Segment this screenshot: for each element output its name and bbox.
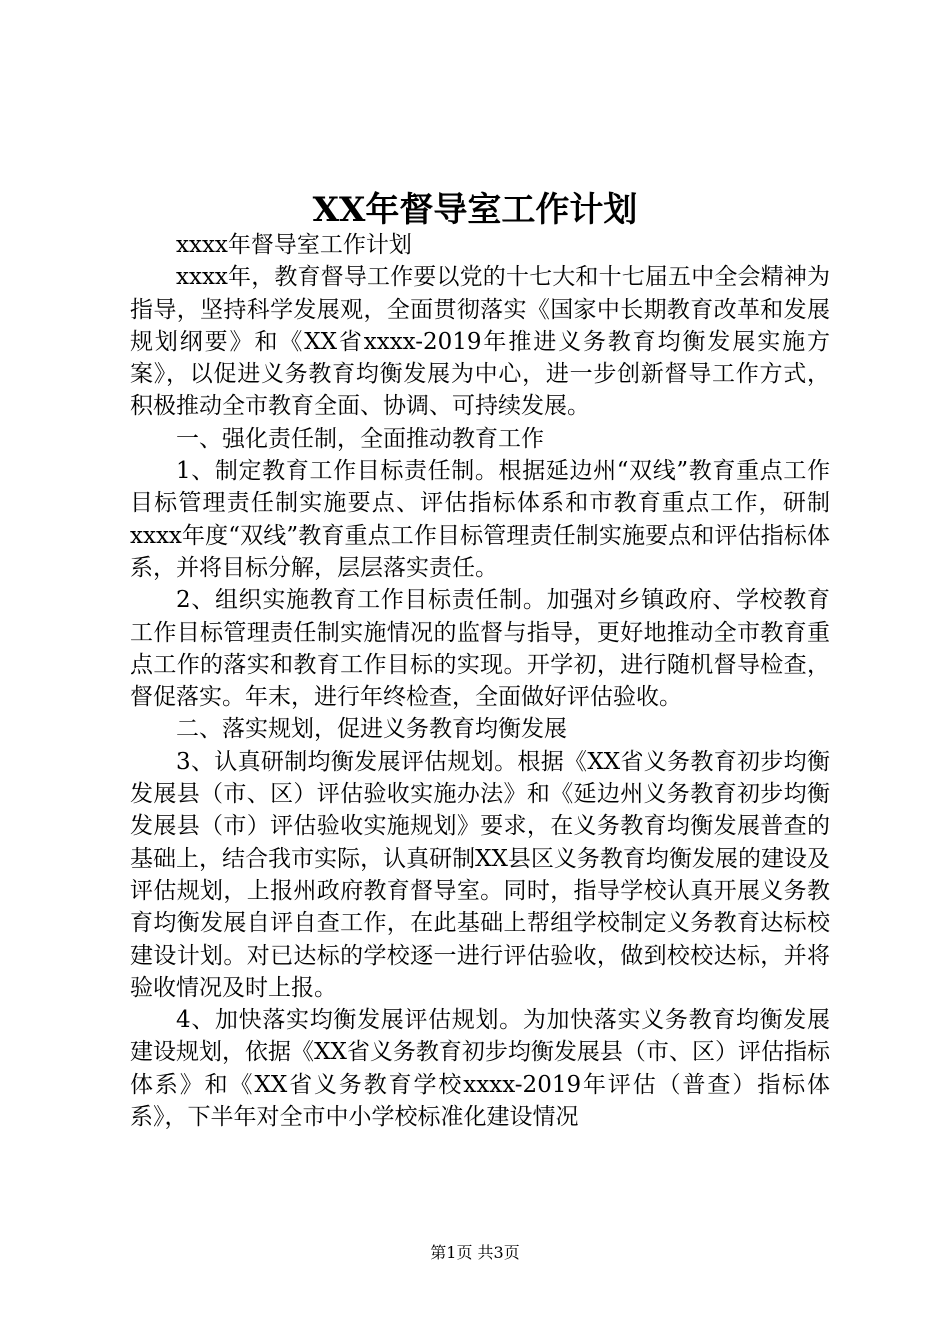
paragraph-subtitle: xxxx年督导室工作计划 bbox=[176, 232, 412, 258]
paragraph-item-1: 1、制定教育工作目标责任制。根据延边州“双线”教育重点工作目标管理责任制实施要点、评估指标体系和市教育重点工作，研制xxxx年度“双线”教育重点工作目标管理责任制实施要点和评估指标体系，并将目标分解，层层落实责任。 bbox=[130, 458, 830, 581]
section-heading-2: 二、落实规划，促进义务教育均衡发展 bbox=[176, 716, 567, 743]
paragraph-item-2: 2、组织实施教育工作目标责任制。加强对乡镇政府、学校教育工作目标管理责任制实施情况的监督与指导，更好地推动全市教育重点工作的落实和教育工作目标的实现。开学初，进行随机督导检查，督促落实。年末，进行年终检查，全面做好评估验收。 bbox=[130, 587, 830, 711]
document-body bbox=[130, 229, 830, 1133]
document-title: XX年督导室工作计划 bbox=[312, 190, 638, 230]
section-heading-1: 一、强化责任制，全面推动教育工作 bbox=[176, 425, 544, 452]
paragraph-intro: xxxx年，教育督导工作要以党的十七大和十七届五中全会精神为指导，坚持科学发展观，全面贯彻落实《国家中长期教育改革和发展规划纲要》和《XX省xxxx-2019年推进义务教育均衡发展实施方案》，以促进义务教育均衡发展为中心，进一步创新督导工作方式，积极推动全市教育全面、协调、可持续发展。 bbox=[130, 264, 830, 420]
page-number: 第1页 共3页 bbox=[430, 1243, 520, 1262]
paragraph-item-4: 4、加快落实均衡发展评估规划。为加快落实义务教育均衡发展建设规划，依据《XX省义务教育初步均衡发展县（市、区）评估指标体系》和《XX省义务教育学校xxxx-2019年评估（普查）指标体系》，下半年对全市中小学校标准化建设情况 bbox=[130, 1007, 830, 1131]
paragraph-item-3: 3、认真研制均衡发展评估规划。根据《XX省义务教育初步均衡发展县（市、区）评估验收实施办法》和《延边州义务教育初步均衡发展县（市）评估验收实施规划》要求，在义务教育均衡发展普查的基础上，结合我市实际，认真研制XX县区义务教育均衡发展的建设及评估规划，上报州政府教育督导室。同时，指导学校认真开展义务教育均衡发展自评自查工作，在此基础上帮组学校制定义务教育达标校建设计划。对已达标的学校逐一进行评估验收，做到校校达标，并将验收情况及时上报。 bbox=[130, 748, 830, 1001]
